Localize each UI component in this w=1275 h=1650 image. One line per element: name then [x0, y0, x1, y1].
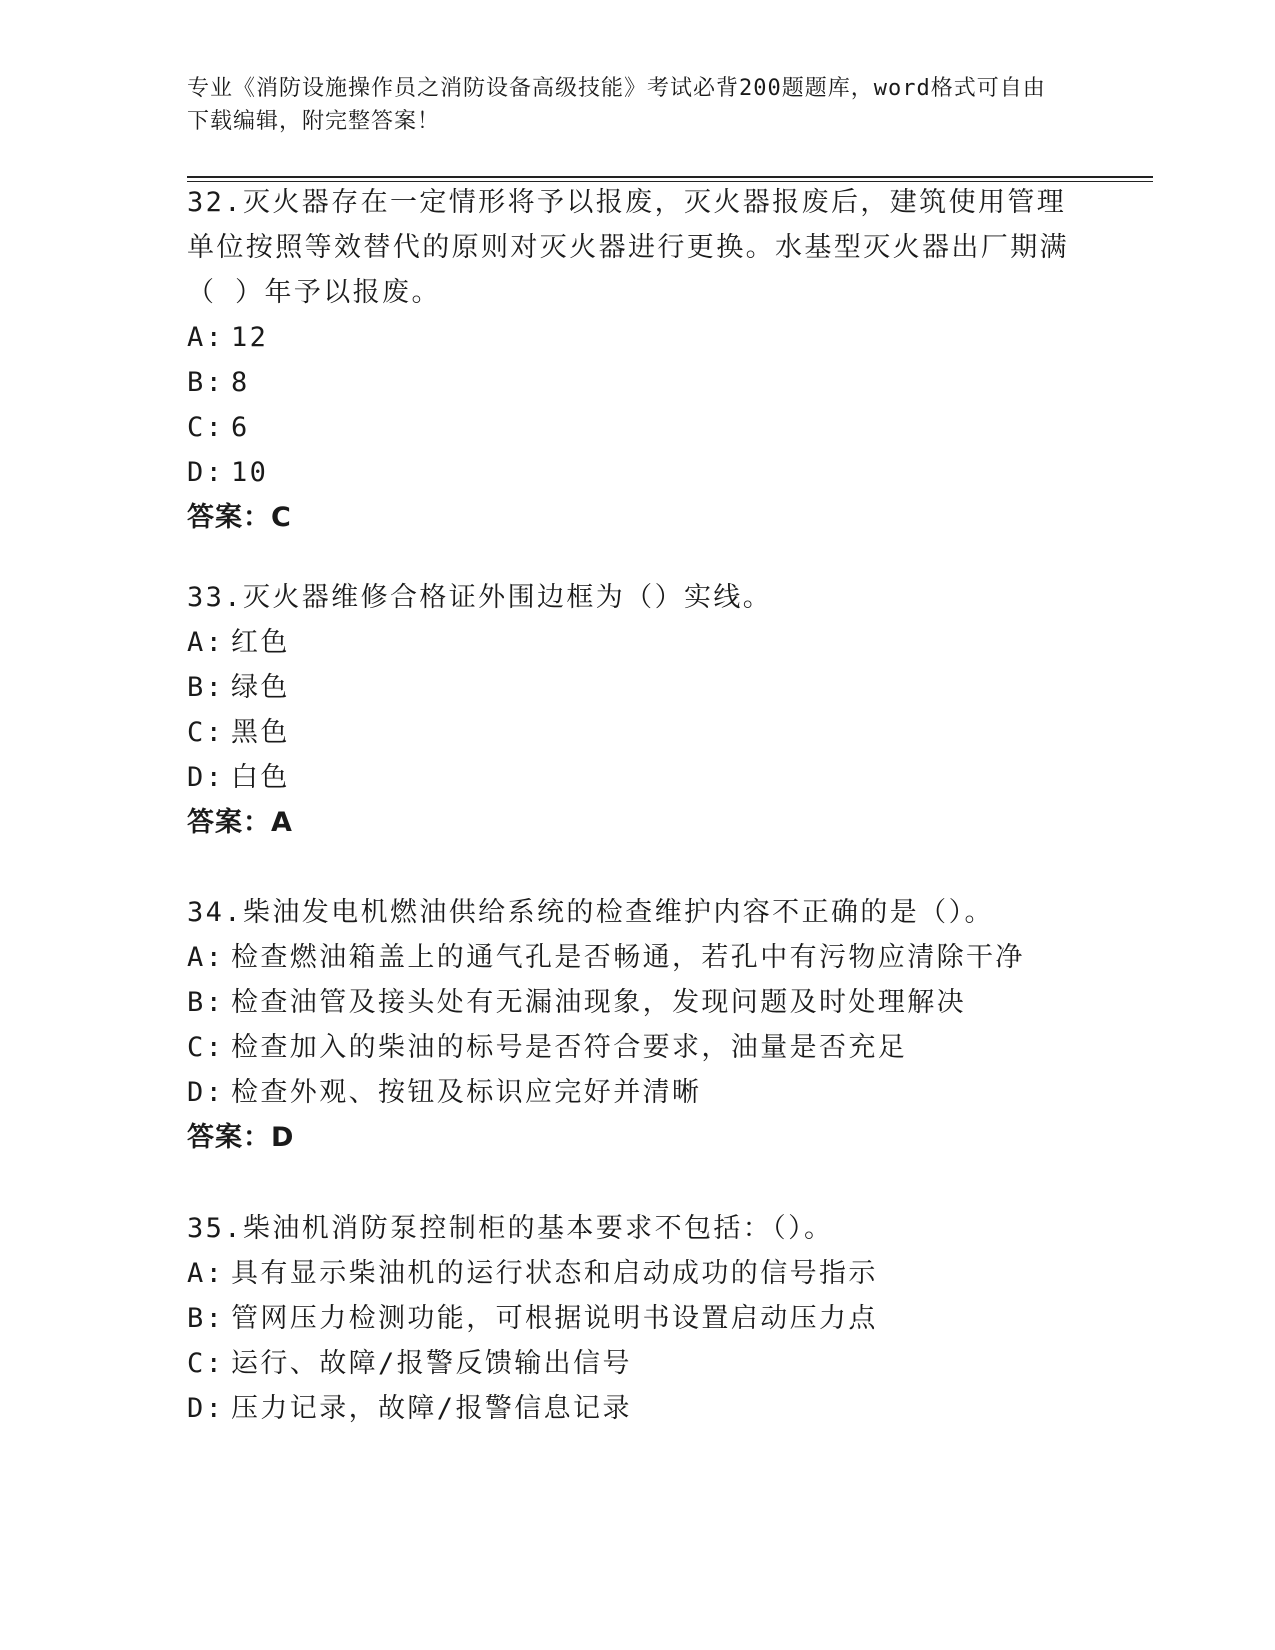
option-text: 运行、故障/报警反馈输出信号 — [231, 1348, 632, 1379]
option-a — [187, 1251, 1087, 1296]
question-32 — [187, 180, 1087, 540]
option-text: 红色 — [231, 627, 290, 658]
option-key: B: — [187, 987, 225, 1018]
option-c — [187, 1341, 1087, 1386]
option-text: 检查加入的柴油的标号是否符合要求，油量是否充足 — [231, 1032, 908, 1063]
option-text: 黑色 — [231, 717, 290, 748]
option-d — [187, 1070, 1087, 1115]
option-key: B: — [187, 1303, 225, 1334]
option-c — [187, 1025, 1087, 1070]
option-key: C: — [187, 412, 225, 443]
option-key: A: — [187, 627, 225, 658]
option-text: 白色 — [231, 762, 290, 793]
option-text: 检查外观、按钮及标识应完好并清晰 — [231, 1077, 702, 1108]
option-key: D: — [187, 1393, 225, 1424]
option-b — [187, 1296, 1087, 1341]
option-text: 12 — [231, 322, 269, 353]
question-stem: 32.灭火器存在一定情形将予以报废，灭火器报废后，建筑使用管理单位按照等效替代的原则对灭火器进行更换。水基型灭火器出厂期满（ ）年予以报废。 — [187, 187, 1069, 308]
option-text: 管网压力检测功能，可根据说明书设置启动压力点 — [231, 1303, 878, 1334]
option-text: 6 — [231, 412, 250, 443]
option-key: C: — [187, 717, 225, 748]
option-key: C: — [187, 1032, 225, 1063]
answer-label: 答案：D — [187, 1122, 295, 1153]
question-stem: 33.灭火器维修合格证外围边框为（）实线。 — [187, 582, 773, 613]
question-33 — [187, 575, 1087, 845]
option-key: D: — [187, 1077, 225, 1108]
option-key: A: — [187, 322, 225, 353]
option-c — [187, 405, 1087, 450]
option-key: D: — [187, 762, 225, 793]
option-key: A: — [187, 942, 225, 973]
option-text: 绿色 — [231, 672, 290, 703]
question-34 — [187, 890, 1087, 1160]
question-stem: 35.柴油机消防泵控制柜的基本要求不包括：（）。 — [187, 1213, 834, 1244]
option-key: A: — [187, 1258, 225, 1289]
option-b — [187, 665, 1087, 710]
option-b — [187, 980, 1087, 1025]
option-key: D: — [187, 457, 225, 488]
document-header: 专业《消防设施操作员之消防设备高级技能》考试必背200题题库，word格式可自由下载编辑，附完整答案！ — [187, 76, 1046, 134]
option-d — [187, 1386, 1087, 1431]
question-stem: 34.柴油发电机燃油供给系统的检查维护内容不正确的是（）。 — [187, 897, 994, 928]
option-key: C: — [187, 1348, 225, 1379]
option-text: 检查油管及接头处有无漏油现象，发现问题及时处理解决 — [231, 987, 966, 1018]
option-a — [187, 935, 1087, 980]
option-c — [187, 710, 1087, 755]
option-text: 压力记录，故障/报警信息记录 — [231, 1393, 632, 1424]
option-key: B: — [187, 367, 225, 398]
option-a — [187, 315, 1087, 360]
option-text: 10 — [231, 457, 269, 488]
option-a — [187, 620, 1087, 665]
option-text: 具有显示柴油机的运行状态和启动成功的信号指示 — [231, 1258, 878, 1289]
option-key: B: — [187, 672, 225, 703]
question-35 — [187, 1206, 1087, 1431]
answer-label: 答案：A — [187, 807, 293, 838]
option-d — [187, 755, 1087, 800]
option-text: 检查燃油箱盖上的通气孔是否畅通，若孔中有污物应清除干净 — [231, 942, 1025, 973]
option-d — [187, 450, 1087, 495]
answer-label: 答案：C — [187, 502, 292, 533]
option-b — [187, 360, 1087, 405]
option-text: 8 — [231, 367, 250, 398]
